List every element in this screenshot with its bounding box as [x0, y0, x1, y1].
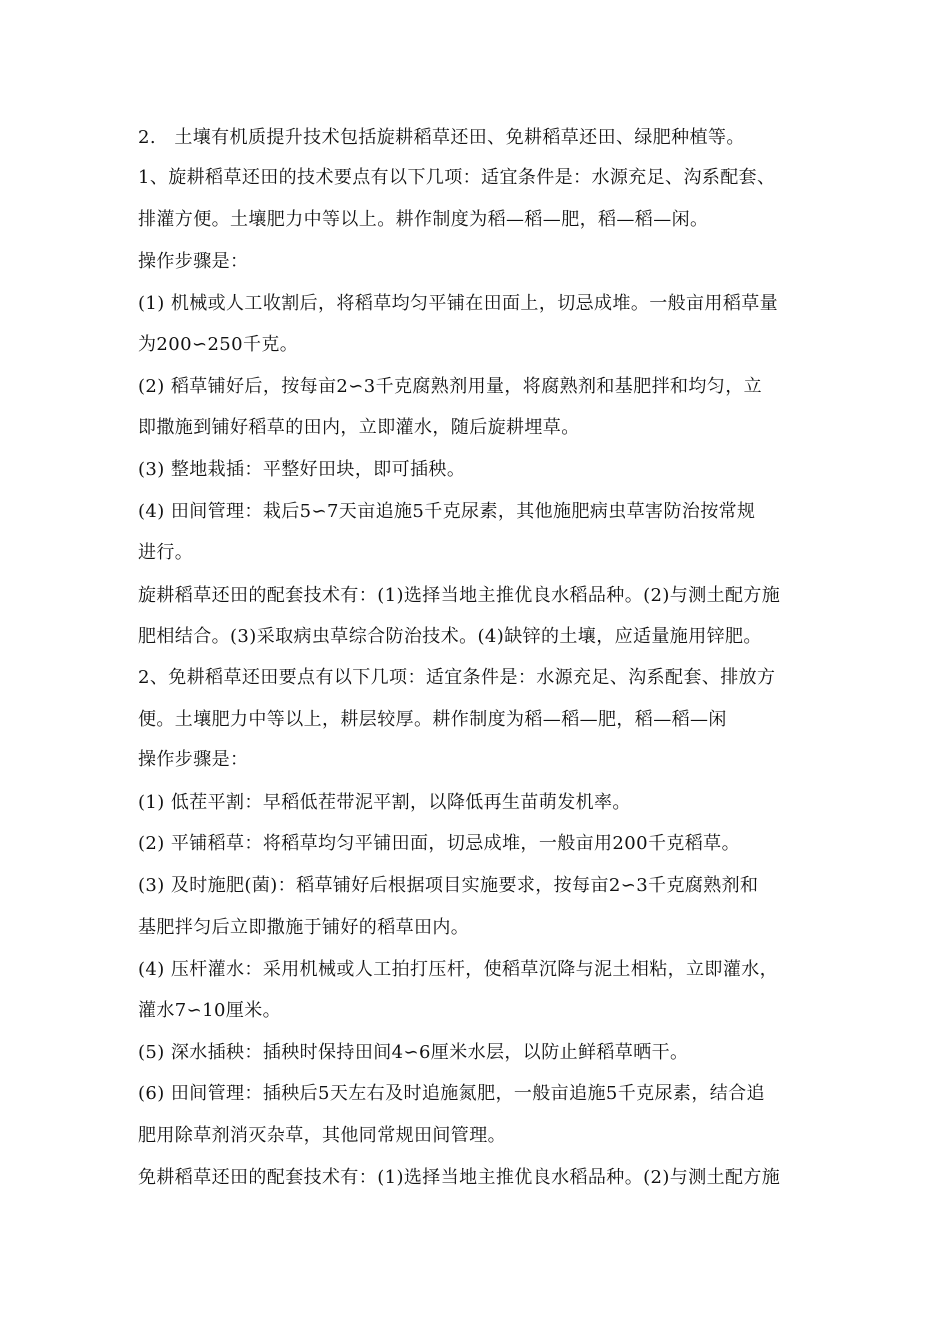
text-line: 即撒施到铺好稻草的田内，立即灌水，随后旋耕埋草。	[138, 417, 580, 438]
text-line: 灌水7∽10厘米。	[138, 1000, 282, 1021]
text-line: 肥相结合。(3)采取病虫草综合防治技术。(4)缺锌的土壤，应适量施用锌肥。	[138, 626, 762, 647]
text-line: 免耕稻草还田的配套技术有：(1)选择当地主推优良水稻品种。(2)与测土配方施	[138, 1167, 781, 1188]
text-line: (6) 田间管理：插秧后5天左右及时追施氮肥，一般亩追施5千克尿素，结合追	[138, 1083, 765, 1104]
text-line: 操作步骤是：	[138, 251, 249, 272]
text-line: 2、免耕稻草还田要点有以下几项：适宜条件是：水源充足、沟系配套、排放方	[138, 667, 776, 688]
text-line: 2. 土壤有机质提升技术包括旋耕稻草还田、免耕稻草还田、绿肥种植等。	[138, 127, 745, 148]
text-line: 操作步骤是：	[138, 749, 249, 770]
text-line: 进行。	[138, 542, 194, 563]
text-line: (1) 机械或人工收割后，将稻草均匀平铺在田面上，切忌成堆。一般亩用稻草量	[138, 293, 779, 314]
text-line: 为200∽250千克。	[138, 334, 299, 355]
text-line: 肥用除草剂消灭杂草，其他同常规田间管理。	[138, 1125, 506, 1146]
text-line: 1、旋耕稻草还田的技术要点有以下几项：适宜条件是：水源充足、沟系配套、	[138, 167, 776, 188]
text-line: (4) 压杆灌水：采用机械或人工拍打压杆，使稻草沉降与泥土相粘，立即灌水，	[138, 959, 779, 980]
text-line: (3) 整地栽插：平整好田块，即可插秧。	[138, 459, 466, 480]
text-line: 便。土壤肥力中等以上，耕层较厚。耕作制度为稻—稻—肥，稻—稻—闲	[138, 709, 727, 730]
text-line: (2) 稻草铺好后，按每亩2∽3千克腐熟剂用量，将腐熟剂和基肥拌和均匀，立	[138, 376, 763, 397]
text-line: (4) 田间管理：栽后5∽7天亩追施5千克尿素，其他施肥病虫草害防治按常规	[138, 501, 756, 522]
text-line: (3) 及时施肥(菌)：稻草铺好后根据项目实施要求，按每亩2∽3千克腐熟剂和	[138, 875, 759, 896]
text-line: (5) 深水插秧：插秧时保持田间4∽6厘米水层，以防止鲜稻草晒干。	[138, 1042, 689, 1063]
text-line: 旋耕稻草还田的配套技术有：(1)选择当地主推优良水稻品种。(2)与测土配方施	[138, 585, 781, 606]
text-line: 基肥拌匀后立即撒施于铺好的稻草田内。	[138, 917, 470, 938]
text-line: (2) 平铺稻草：将稻草均匀平铺田面，切忌成堆，一般亩用200千克稻草。	[138, 833, 740, 854]
text-line: (1) 低茬平割：早稻低茬带泥平割，以降低再生苗萌发机率。	[138, 792, 631, 813]
text-line: 排灌方便。土壤肥力中等以上。耕作制度为稻—稻—肥，稻—稻—闲。	[138, 209, 709, 230]
